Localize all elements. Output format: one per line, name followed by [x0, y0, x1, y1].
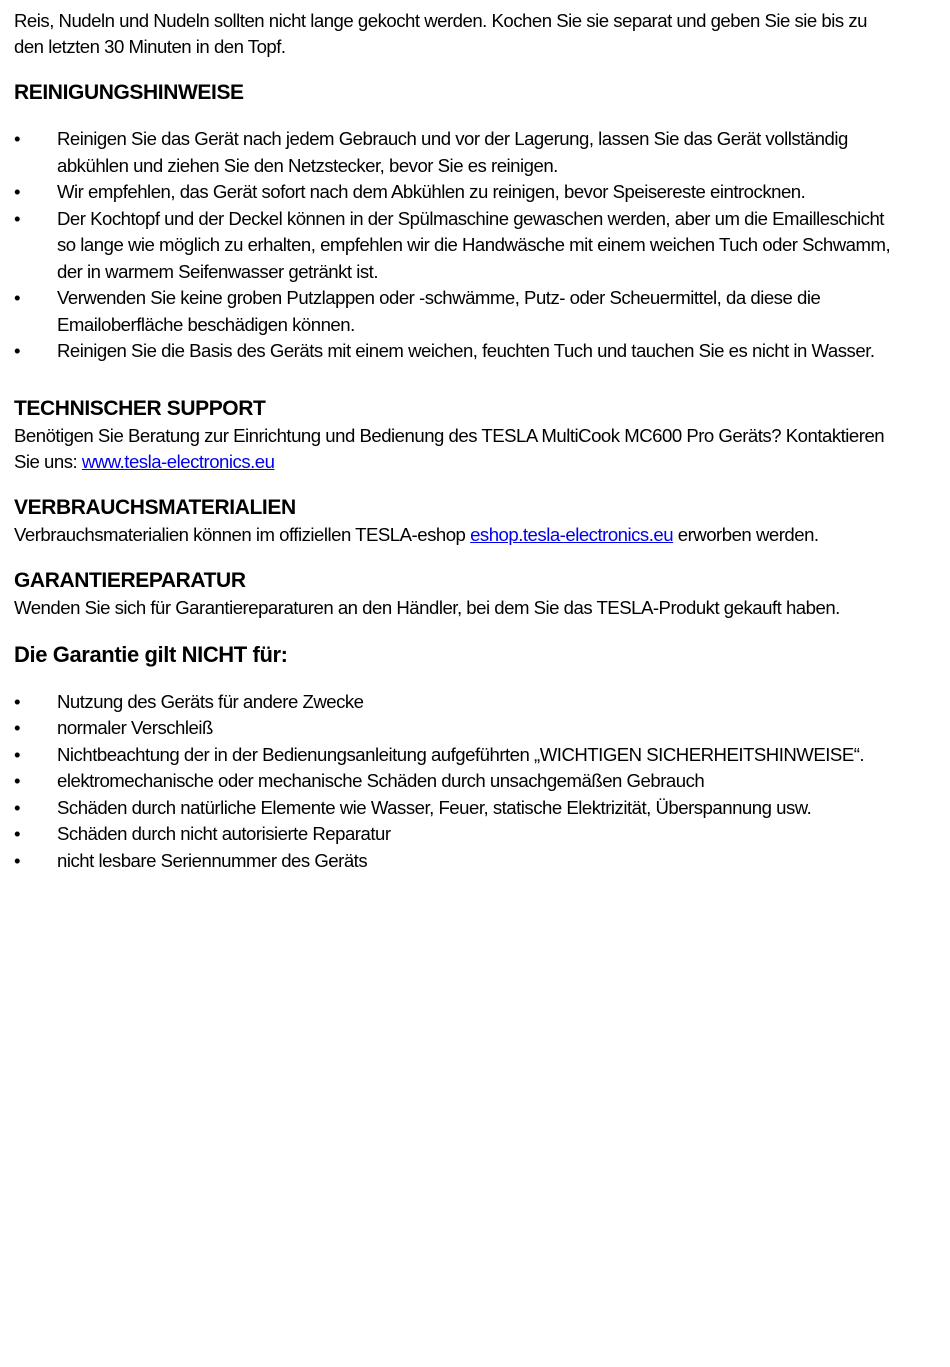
list-item-text: Verwenden Sie keine groben Putzlappen oder -schwämme, Putz- oder Scheuermittel, da diese die Emailoberfläche beschädigen können. [57, 287, 821, 335]
list-item-text: Schäden durch nicht autorisierte Reparatur [57, 823, 391, 844]
cleaning-heading: REINIGUNGSHINWEISE [14, 81, 244, 104]
bullet-icon: • [14, 849, 21, 871]
manual-page [14, 8, 894, 874]
list-item [14, 848, 894, 875]
support-heading: TECHNISCHER SUPPORT [14, 396, 266, 420]
support-paragraph [14, 423, 894, 475]
bullet-icon: • [14, 128, 21, 149]
consumables-heading: VERBRAUCHSMATERIALIEN [14, 495, 296, 519]
eshop-link[interactable]: eshop.tesla-electronics.eu [470, 523, 674, 545]
list-item-text: elektromechanische oder mechanische Schäden durch unsachgemäßen Gebrauch [57, 770, 705, 791]
support-text: Benötigen Sie Beratung zur Einrichtung und Bedienung des TESLA MultiCook MC600 Pro Geräts? Kontaktieren Sie uns: [14, 424, 885, 472]
bullet-icon: • [14, 796, 21, 818]
list-item [14, 715, 894, 742]
consumables-text-end: erworben werden. [673, 523, 819, 545]
list-item-text: Reinigen Sie die Basis des Geräts mit einem weichen, feuchten Tuch und tauchen Sie es nicht in Wasser. [57, 340, 875, 361]
bullet-icon: • [14, 770, 21, 791]
list-item [14, 126, 894, 179]
list-item-text: Schäden durch natürliche Elemente wie Wasser, Feuer, statische Elektrizität, Überspannung usw. [57, 796, 812, 818]
bullet-icon: • [14, 340, 21, 361]
list-item [14, 338, 894, 365]
cleaning-list [14, 126, 894, 365]
list-item [14, 285, 894, 338]
bullet-icon: • [14, 823, 21, 844]
consumables-text: Verbrauchsmaterialien können im offiziellen TESLA-eshop [14, 523, 471, 545]
list-item [14, 742, 894, 769]
intro-paragraph: Reis, Nudeln und Nudeln sollten nicht lange gekocht werden. Kochen Sie sie separat und geben Sie sie bis zu den letzten 30 Minuten in den Topf. [14, 10, 868, 57]
list-item [14, 689, 894, 716]
list-item-text: Der Kochtopf und der Deckel können in der Spülmaschine gewaschen werden, aber um die Emailleschicht so lange wie möglich zu erhalten, empfehlen wir die Handwäsche mit einem weichen Tuch oder Schwamm, der in warmem Seifenwasser getränkt ist. [57, 207, 891, 282]
support-link[interactable]: www.tesla-electronics.eu [81, 450, 275, 472]
bullet-icon: • [14, 207, 21, 229]
list-item-text: Nutzung des Geräts für andere Zwecke [57, 690, 364, 712]
list-item [14, 179, 894, 206]
exclusions-heading: Die Garantie gilt NICHT für: [14, 641, 288, 667]
list-item-text: Reinigen Sie das Gerät nach jedem Gebrauch und vor der Lagerung, lassen Sie das Gerät vollständig abkühlen und ziehen Sie den Netzstecker, bevor Sie es reinigen. [57, 128, 848, 176]
list-item [14, 795, 894, 822]
consumables-paragraph [14, 522, 894, 548]
warranty-repair-paragraph: Wenden Sie sich für Garantiereparaturen an den Händler, bei dem Sie das TESLA-Produkt gekauft haben. [14, 596, 840, 618]
list-item-text: normaler Verschleiß [57, 717, 213, 738]
warranty-repair-heading: GARANTIEREPARATUR [14, 568, 246, 592]
list-item-text: Wir empfehlen, das Gerät sofort nach dem Abkühlen zu reinigen, bevor Speisereste eintrocknen. [57, 181, 806, 202]
bullet-icon: • [14, 287, 21, 308]
list-item-text: nicht lesbare Seriennummer des Geräts [57, 849, 368, 871]
bullet-icon: • [14, 717, 21, 738]
list-item-text: Nichtbeachtung der in der Bedienungsanleitung aufgeführten „WICHTIGEN SICHERHEITSHINWEISE“. [57, 743, 865, 765]
bullet-icon: • [14, 690, 21, 712]
exclusions-list [14, 689, 894, 875]
list-item [14, 768, 894, 795]
list-item [14, 821, 894, 848]
bullet-icon: • [14, 181, 21, 202]
bullet-icon: • [14, 743, 21, 765]
list-item [14, 206, 894, 286]
